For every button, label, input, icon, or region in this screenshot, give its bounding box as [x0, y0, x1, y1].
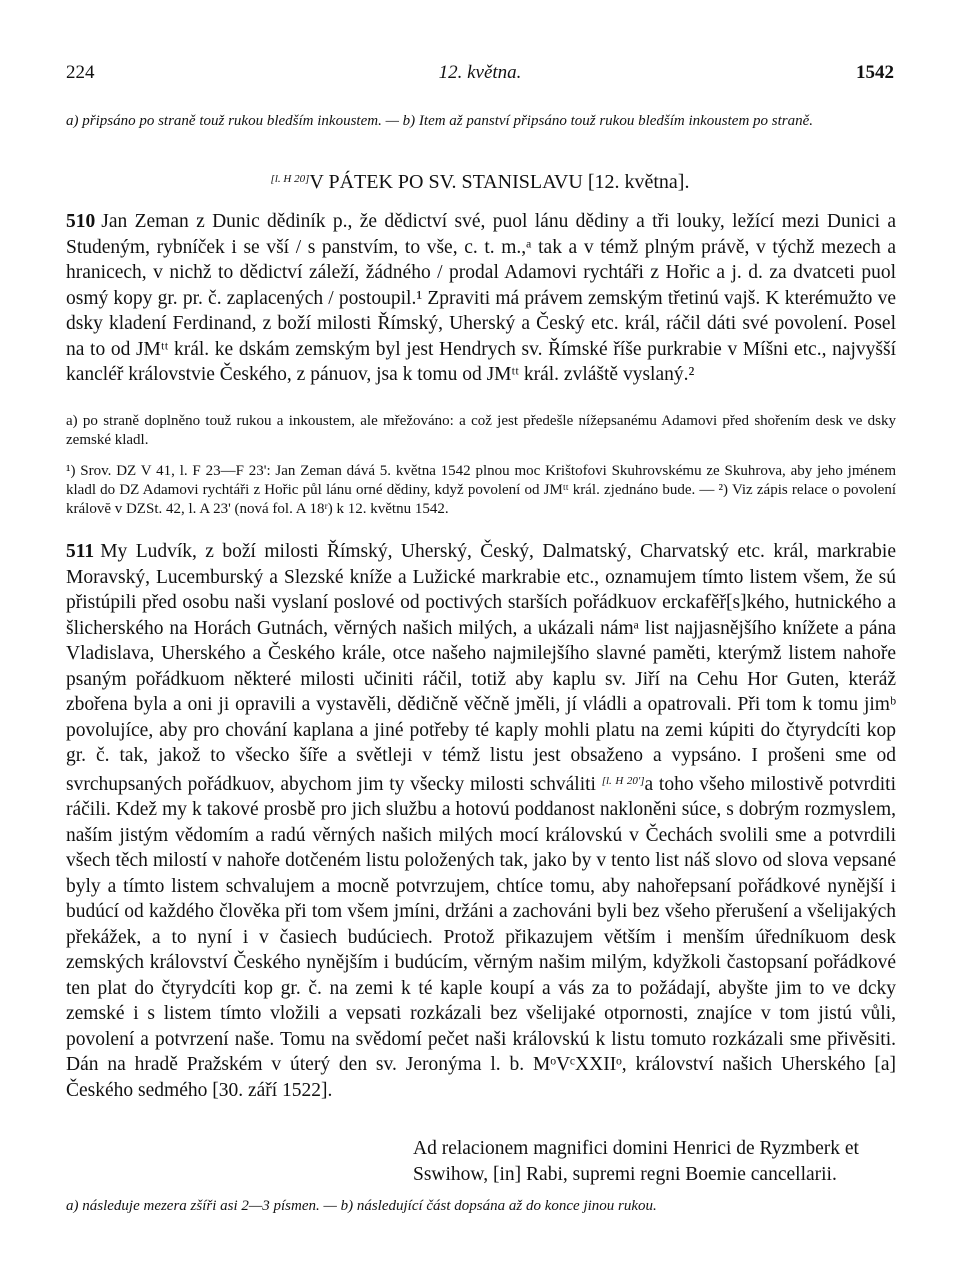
entry-number: 510	[66, 211, 96, 232]
folio-marker: [l. H 20]	[270, 173, 310, 185]
entry-510-note-a: a) po straně doplněno touž rukou a inkoustem, ale mřežováno: a což jest předešle nížepsanému Adamovi před shořením desk ve dsky zemské kladl.	[66, 413, 896, 448]
folio-marker: [l. H 20']	[601, 774, 645, 787]
relation-signature: Ad relacionem magnifici domini Henrici de Ryzmberk et Sswihow, [in] Rabi, supremi regni Boemie cancellarii.	[413, 1138, 859, 1185]
page-date: 12. května.	[438, 62, 522, 83]
entry-511-note: a) následuje mezera zšíři asi 2—3 písmen. — b) následující část dopsána až do konce jinou rukou.	[66, 1198, 657, 1214]
entry-510	[66, 209, 896, 388]
entry-number: 511	[66, 541, 95, 562]
page-year: 1542	[856, 62, 894, 83]
section-heading	[0, 171, 960, 194]
page-number: 224	[66, 62, 95, 83]
entry-text: Jan Zeman z Dunic dědiník p., že dědictví své, puol lánu dědiny a tři louky, ležící mezi Dunici a Studeným, rybníček i se vší / s panstvím, to vše, c. t. m.,ᵃ tak a v témž plným právě, v týchž mezech a hranicech, v nichž to dědictví záleží, žádného / prodal Adamovi rychtáři z Hořic a j. d. za dvatceti puol osmý kopy gr. pr. č. zaplacených / postoupil.¹ Zpraviti má právem zemským třetinú vajš. K kterémužto ve dsky kladení Ferdinand, z boží milosti Římský, Uherský a Český etc. král, ráčil dáti své povolení. Posel na to od JMᵗᵗ král. ke dskám zemským byl jest Hendrych sv. Římské říše purkrabie v Míšni etc., najvyšší kancléř královstvie Českého, z pánuov, jsa k tomu od JMᵗᵗ král. zvláště vyslaný.²	[66, 211, 896, 385]
entry-text-part-2: a toho všeho milostivě potvrditi ráčili. Kdež my k takové prosbě pro jich službu a hotovú poddanost nakloněni súce, s dobrým rozmyslem, naším jistým vědomím a radú věrných našich milých mocí královskú v Čechách svolili sme a potvrdili všech těch milostí v nahoře dotčeném listu položených tak, jako by v tento list náš slovo od slova vepsané byly a tímto listem schvalujem a mocně potvrzujem, chtíce tomu, aby nahořepsaní pořádkové nynější i budúcí od každého člověka při tom všem jmíni, držáni a zachováni byli bez všeho přerušení a všelijakých překážek, a to nyní i v časiech budúciech. Protož přikazujem větším i menším úředníkuom desk zemských království Českého nynějším i budúcím, věrným našim milým, kdyžkoli častopsaní pořádkové ten plat do čtyrydcíti kop gr. č. na zemi k té kaple koupí a vás za to požádají, abyšte jim to ve dcky zemské i s listem tímto vložili a vepsati rozkázali bez všelijaké otpornosti, znajíce v tom jistú vůli, povolení a potvrzení naše. Tomu na svědomí pečet naši královskú k listu tomuto rozkázali sme přivěsiti. Dán na hradě Pražském v úterý den sv. Jeronýma l. b. MᵒVᶜXXIIᵒ, království našich Uherského [a] Českého sedmého [30. září 1522].	[66, 773, 896, 1101]
top-footnote: a) připsáno po straně touž rukou bledším inkoustem. — b) Item až panství připsáno touž rukou bledším inkoustem po straně.	[66, 113, 814, 129]
entry-511	[66, 539, 896, 1103]
heading-text: V PÁTEK PO SV. STANISLAVU [12. května].	[309, 171, 690, 193]
entry-text-part-1: My Ludvík, z boží milosti Římský, Uherský, Český, Dalmatský, Charvatský etc. král, markrabie Moravský, Lucemburský a Slezské kníže a Lužické markrabie etc., oznamujem tímto listem všem, že sú přistúpili před osobu naši vyslaní poslové od poctivých starších pořádkuov erckafěř[s]kého, hutnického a šlicherského na Horách Gutnách, věrných našich milých, a ukázali námᵃ list najjasnějšího knížete a pána Vladislava, Uherského a Českého krále, otce našeho najmilejšího slavné paměti, kterýmž listem nahoře psaným pořádkuom některé milosti učiniti ráčil, totiž aby kaplu sv. Jiří na Cehu Hor Guten, kteráž zbořena byla a oni ji opravili a vystavěli, dědičně věčně jměli, jí vládli a opatrovali. Při tom k tomu jimᵇ povolujíce, aby pro chování kaplana a jiné potřeby té kaply mohli platu na zemi kúpiti do čtyrydcíti kop gr. č. tak, jakož to všecko šíře a světleji v témž listu jest obsaženo a vypsáno. I prošeni sme od svrchupsaných pořádkuov, abychom jim ty všecky milosti schváliti	[66, 541, 896, 795]
entry-510-note-1: ¹) Srov. DZ V 41, l. F 23—F 23': Jan Zeman dává 5. května 1542 plnou moc Krištofovi Skuhrovskému ze Skuhrova, aby jeho jménem kladl do DZ Adamovi rychtáři z Hořic půl lánu orné dědiny, když povolení od JMᵗᵗ král. zjednáno bude. — ²) Viz zápis relace o povolení královĕ v DZSt. 42, l. A 23' (nová fol. A 18ʳ) k 12. květnu 1542.	[66, 463, 896, 517]
